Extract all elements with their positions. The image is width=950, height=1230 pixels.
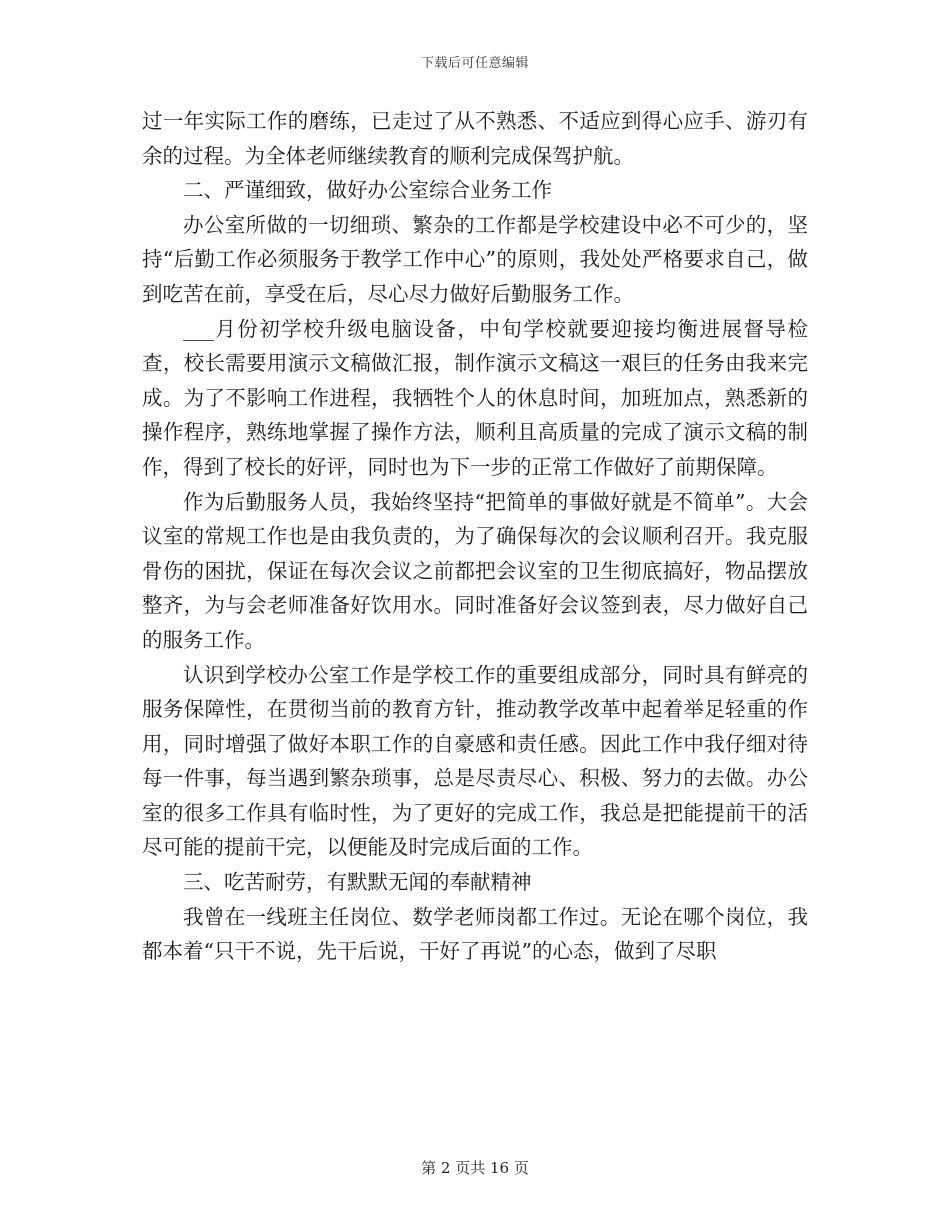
section-heading-3: 三、吃苦耐劳，有默默无闻的奉献精神 [183,870,532,895]
paragraph: 办公室所做的一切细琐、繁杂的工作都是学校建设中必不可少的，坚持“后勤工作必须服务于教学工作中心”的原则，我处处严格要求自己，做到吃苦在前，享受在后，尽心尽力做好后勤服务工作。 [142,212,808,306]
paragraph: 作为后勤服务人员，我始终坚持“把简单的事做好就是不简单”。大会议室的常规工作也是由我负责的，为了确保每次的会议顺利召开。我克服骨伤的困扰，保证在每次会议之前都把会议室的卫生彻底搞好，物品摆放整齐，为与会老师准备好饮用水。同时准备好会议签到表，尽力做好自己的服务工作。 [142,489,808,652]
section-heading-2: 二、严谨细致，做好办公室综合业务工作 [183,178,552,203]
paragraph: 认识到学校办公室工作是学校工作的重要组成部分，同时具有鲜亮的服务保障性，在贯彻当前的教育方针，推动教学改革中起着举足轻重的作用，同时增强了做好本职工作的自豪感和责任感。因此工作中我仔细对待每一件事，每当遇到繁杂琐事，总是尽责尽心、积极、努力的去做。办公室的很多工作具有临时性，为了更好的完成工作，我总是把能提前干的活尽可能的提前干完，以便能及时完成后面的工作。 [142,662,808,860]
page-number: 第 2 页共 16 页 [421,1159,529,1177]
page-header: 下载后可任意编辑 [420,56,529,71]
paragraph: 我曾在一线班主任岗位、数学老师岗都工作过。无论在哪个岗位，我都本着“只干不说，先干后说，干好了再说”的心态，做到了尽职 [142,904,808,964]
document-body [142,104,808,969]
paragraph: ___月份初学校升级电脑设备，中旬学校就要迎接均衡进展督导检查，校长需要用演示文稿做汇报，制作演示文稿这一艰巨的任务由我来完成。为了不影响工作进程，我牺牲个人的休息时间，加班加点，熟悉新的操作程序，熟练地掌握了操作方法，顺利且高质量的完成了演示文稿的制作，得到了校长的好评，同时也为下一步的正常工作做好了前期保障。 [142,316,808,479]
paragraph-continued: 过一年实际工作的磨练，已走过了从不熟悉、不适应到得心应手、游刃有余的过程。为全体老师继续教育的顺利完成保驾护航。 [142,109,808,168]
